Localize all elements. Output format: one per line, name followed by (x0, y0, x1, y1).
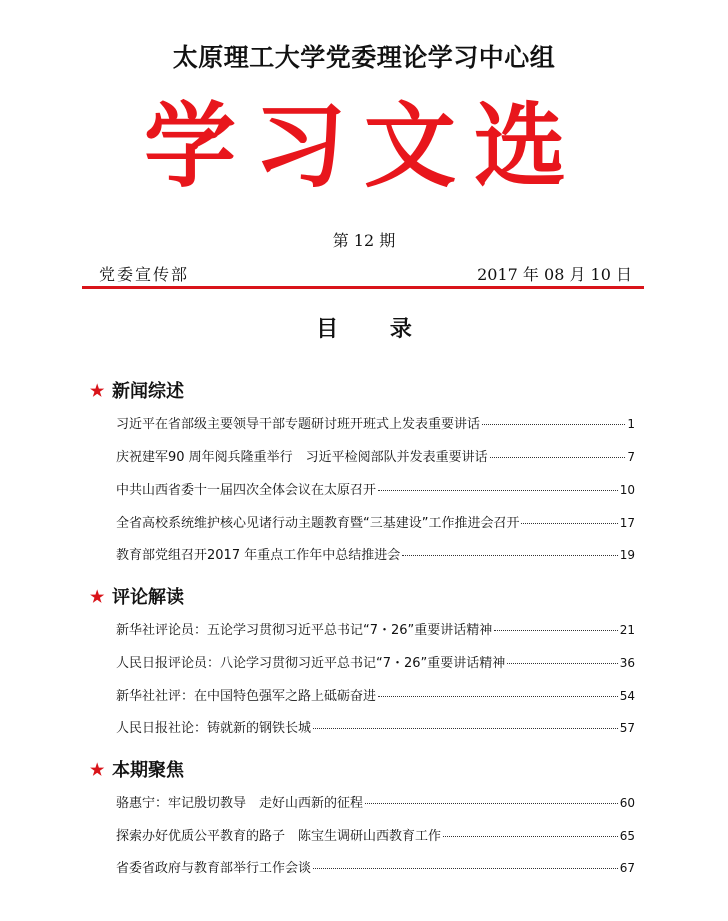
toc-entry[interactable] (116, 446, 635, 465)
toc-entry[interactable] (116, 413, 635, 432)
toc-entry[interactable] (116, 652, 635, 671)
leader-dots (521, 523, 617, 524)
leader-dots (443, 836, 618, 837)
leader-dots (365, 803, 618, 804)
star-icon: ★ (90, 586, 105, 606)
toc-entry-title: 教育部党组召开2017 年重点工作年中总结推进会 (116, 548, 401, 563)
toc-entry-title: 中共山西省委十一届四次全体会议在太原召开 (116, 483, 377, 498)
toc-entry[interactable] (116, 619, 635, 638)
toc-entry-title: 人民日报社论：铸就新的钢铁长城 (116, 721, 312, 736)
toc-entry-page: 65 (619, 829, 635, 843)
issue-number: 第 12 期 (332, 231, 396, 250)
toc-entry-title: 骆惠宁：牢记殷切教导 走好山西新的征程 (116, 796, 364, 811)
section-heading-focus (90, 756, 184, 782)
leader-dots (313, 868, 618, 869)
toc-entry-page: 36 (619, 656, 635, 670)
publish-date: 2017 年 08 月 10 日 (477, 265, 632, 284)
section-title: 评论解读 (112, 587, 184, 608)
leader-dots (402, 555, 618, 556)
star-icon: ★ (90, 759, 105, 779)
toc-entry-title: 新华社社评：在中国特色强军之路上砥砺奋进 (116, 689, 377, 704)
leader-dots (313, 728, 618, 729)
section-title: 本期聚焦 (112, 760, 184, 781)
toc-entry-page: 19 (619, 548, 635, 562)
org-title: 太原理工大学党委理论学习中心组 (172, 43, 556, 72)
toc-entry-page: 10 (619, 483, 635, 497)
section-title: 新闻综述 (112, 381, 184, 402)
toc-entry[interactable] (116, 825, 635, 844)
star-icon: ★ (90, 380, 105, 400)
toc-entry-page: 60 (619, 796, 635, 810)
section-heading-news (90, 377, 184, 403)
leader-dots (494, 630, 617, 631)
toc-entry-title: 新华社评论员：五论学习贯彻习近平总书记“7・26”重要讲话精神 (116, 623, 493, 638)
toc-entry-page: 1 (627, 417, 635, 431)
toc-entry[interactable] (116, 857, 635, 876)
department: 党委宣传部 (99, 265, 190, 284)
toc-entry-page: 17 (619, 516, 635, 530)
toc-entry-title: 庆祝建军90 周年阅兵隆重举行 习近平检阅部队并发表重要讲话 (116, 450, 488, 465)
leader-dots (482, 424, 625, 425)
toc-entry[interactable] (116, 544, 635, 563)
toc-entry[interactable] (116, 792, 635, 811)
toc-entry[interactable] (116, 479, 635, 498)
leader-dots (378, 490, 618, 491)
publication-title: 学习文选 (143, 93, 584, 200)
section-heading-commentary (90, 583, 184, 609)
toc-entry-title: 习近平在省部级主要领导干部专题研讨班开班式上发表重要讲话 (116, 417, 481, 432)
leader-dots (378, 696, 618, 697)
toc-entry-page: 57 (619, 721, 635, 735)
leader-dots (490, 457, 626, 458)
toc-entry[interactable] (116, 512, 635, 531)
toc-entry-title: 人民日报评论员：八论学习贯彻习近平总书记“7・26”重要讲话精神 (116, 656, 506, 671)
toc-entry-title: 全省高校系统维护核心见诸行动主题教育暨“三基建设”工作推进会召开 (116, 516, 520, 531)
toc-entry-title: 省委省政府与教育部举行工作会谈 (116, 861, 312, 876)
toc-entry-page: 67 (619, 861, 635, 875)
leader-dots (507, 663, 617, 664)
toc-entry-page: 7 (627, 450, 635, 464)
toc-entry-page: 21 (619, 623, 635, 637)
toc-entry-title: 探索办好优质公平教育的路子 陈宝生调研山西教育工作 (116, 829, 442, 844)
toc-entry[interactable] (116, 685, 635, 704)
toc-entry-page: 54 (619, 689, 635, 703)
toc-entry[interactable] (116, 717, 635, 736)
header-divider (82, 286, 644, 289)
toc-title: 目 录 (316, 317, 434, 342)
